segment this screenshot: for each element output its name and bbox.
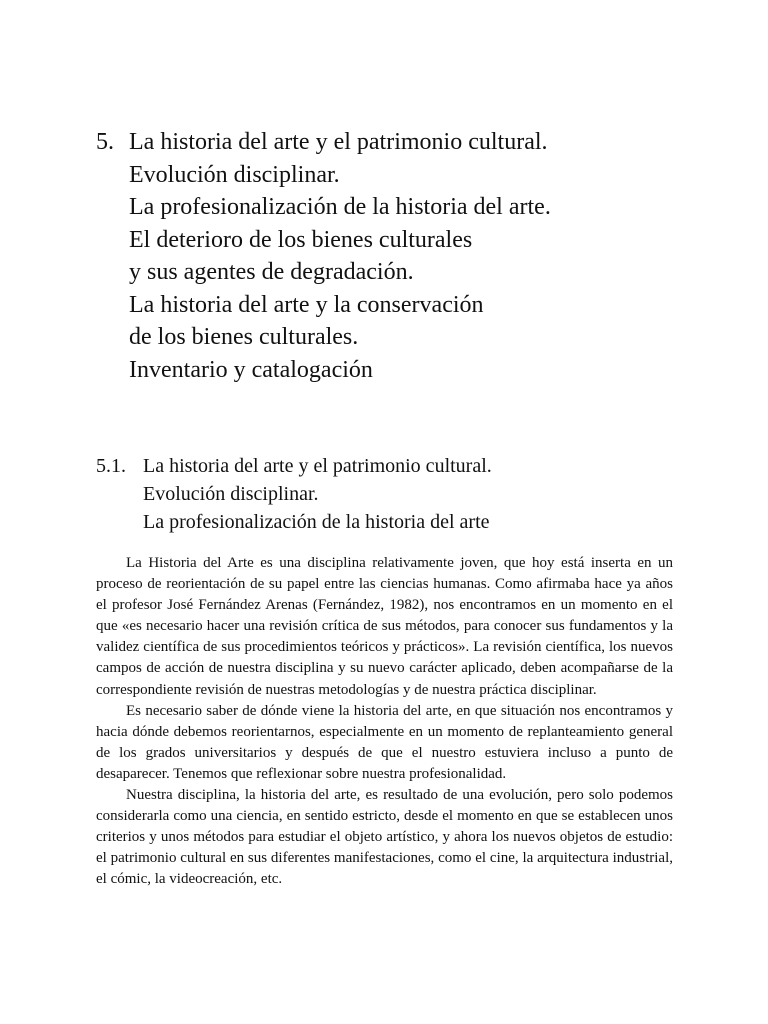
section-number: 5.1. <box>96 455 126 477</box>
paragraph: Nuestra disciplina, la historia del arte, es resultado de una evolución, pero solo podemos considerarla como una ciencia, en sentido estricto, desde el momento en que se establecen unos criterios y unos métodos para estudiar el objeto artístico, y ahora los nuevos objetos de estudio: el patrimonio cultural en sus diferentes manifestaciones, como el cine, la arquitectura industrial, el cómic, la videocreación, etc. <box>96 787 673 888</box>
body-text <box>96 553 673 891</box>
chapter-number: 5. <box>96 129 114 155</box>
chapter-title-line: y sus agentes de degradación. <box>129 259 414 285</box>
chapter-title-line: La historia del arte y el patrimonio cultural. <box>129 129 548 155</box>
section-title-line: La historia del arte y el patrimonio cultural. <box>143 455 492 477</box>
paragraph: Es necesario saber de dónde viene la historia del arte, en que situación nos encontramos y hacia dónde debemos reorientarnos, especialmente en un momento de replanteamiento general de los grados universitarios y después de que el nuestro estuviera incluso a punto de desaparecer. Tenemos que reflexionar sobre nuestra profesionalidad. <box>96 702 673 782</box>
chapter-title-line: de los bienes culturales. <box>129 324 359 350</box>
section-title <box>143 452 683 536</box>
chapter-title-line: Evolución disciplinar. <box>129 161 340 188</box>
section-title-line: Evolución disciplinar. <box>143 483 319 505</box>
chapter-title-line: La profesionalización de la historia del arte. <box>129 194 551 220</box>
chapter-title-line: El deterioro de los bienes culturales <box>129 226 473 253</box>
chapter-title-line: Inventario y catalogación <box>129 356 373 383</box>
paragraph: La Historia del Arte es una disciplina relativamente joven, que hoy está inserta en un proceso de reorientación de su papel entre las ciencias humanas. Como afirmaba hace ya años el profesor José Fernández Arenas (Fernández, 1982), nos encontramos en un momento en el que «es necesario hacer una revisión crítica de sus métodos, para conocer sus fundamentos y la validez científica de sus procedimientos teóricos y prácticos». La revisión científica, los nuevos campos de acción de nuestra disciplina y su nuevo carácter aplicado, deben acompañarse de la correspondiente revisión de nuestras metodologías y de nuestra práctica disciplinar. <box>96 555 673 698</box>
section-title-line: La profesionalización de la historia del arte <box>143 511 490 533</box>
chapter-title-line: La historia del arte y la conservación <box>129 291 484 318</box>
chapter-title <box>129 126 689 386</box>
